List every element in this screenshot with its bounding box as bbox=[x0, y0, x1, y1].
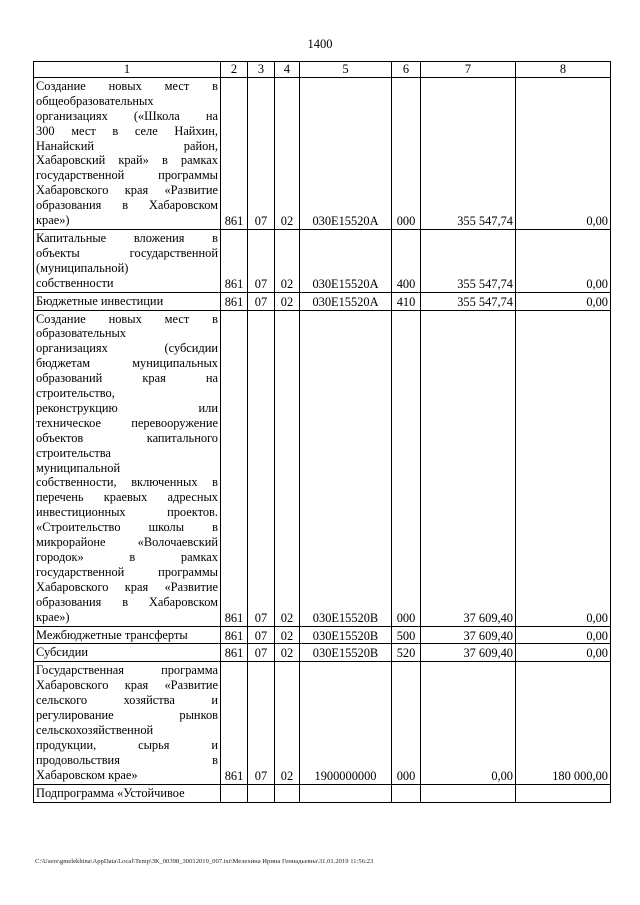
table-row bbox=[34, 784, 611, 802]
expense-type-cell: 000 bbox=[392, 310, 421, 626]
row-name-line: Субсидии bbox=[36, 645, 88, 660]
footer-file-path: C:\Users\gmelekhina\AppData\Local\Temp\ЗК_00398_30012019_007.txt\Мелехина Ирина Геннадьевна\31.01.2019 11:56:23 bbox=[35, 858, 374, 865]
section-cell: 07 bbox=[248, 229, 275, 292]
subsection-cell: 02 bbox=[275, 644, 300, 662]
page-number: 1400 bbox=[307, 37, 333, 51]
row-name-line: Хабаровского края «Развитие bbox=[36, 183, 218, 198]
section-cell: 07 bbox=[248, 77, 275, 229]
row-name-line: сельскохозяйственной bbox=[36, 722, 154, 737]
header-cell: 6 bbox=[392, 62, 421, 78]
row-name-line: муниципальной bbox=[36, 460, 121, 475]
row-name-line: (муниципальной) bbox=[36, 260, 129, 275]
row-name-line: образования в Хабаровском bbox=[36, 198, 218, 213]
row-name-line: образовательных bbox=[36, 326, 126, 341]
expense-type-cell: 000 bbox=[392, 77, 421, 229]
row-name-line: Бюджетные инвестиции bbox=[36, 293, 164, 308]
row-name-cell bbox=[34, 310, 221, 626]
table-body bbox=[34, 77, 611, 802]
target-article-cell: 030E15520В bbox=[300, 644, 392, 662]
row-name-cell bbox=[34, 292, 221, 310]
table-row bbox=[34, 626, 611, 644]
amount-2020-cell: 0,00 bbox=[516, 229, 611, 292]
subsection-cell bbox=[275, 784, 300, 802]
expense-type-cell: 520 bbox=[392, 644, 421, 662]
expense-type-cell bbox=[392, 784, 421, 802]
section-cell: 07 bbox=[248, 644, 275, 662]
subsection-cell: 02 bbox=[275, 662, 300, 784]
expense-type-cell: 400 bbox=[392, 229, 421, 292]
target-article-cell: 030E15520А bbox=[300, 77, 392, 229]
section-cell: 07 bbox=[248, 310, 275, 626]
row-name-line: объектов капитального bbox=[36, 430, 218, 445]
subsection-cell: 02 bbox=[275, 292, 300, 310]
budget-table bbox=[33, 61, 611, 803]
table-row bbox=[34, 662, 611, 784]
row-name-line: перечень краевых адресных bbox=[36, 490, 218, 505]
amount-2019-cell: 355 547,74 bbox=[421, 229, 516, 292]
header-cell: 5 bbox=[300, 62, 392, 78]
row-name-line: Нанайский район, bbox=[36, 138, 218, 153]
grbs-cell: 861 bbox=[221, 310, 248, 626]
row-name-line: Создание новых мест в bbox=[36, 311, 218, 326]
amount-2020-cell: 0,00 bbox=[516, 644, 611, 662]
expense-type-cell: 000 bbox=[392, 662, 421, 784]
amount-2020-cell: 0,00 bbox=[516, 292, 611, 310]
amount-2019-cell: 355 547,74 bbox=[421, 77, 516, 229]
subsection-cell: 02 bbox=[275, 77, 300, 229]
row-name-cell bbox=[34, 644, 221, 662]
row-name-line: Хабаровского края «Развитие bbox=[36, 579, 218, 594]
header-cell: 7 bbox=[421, 62, 516, 78]
row-name-line: техническое перевооружение bbox=[36, 415, 218, 430]
target-article-cell: 030E15520А bbox=[300, 292, 392, 310]
row-name-line: продукции, сырья и bbox=[36, 737, 218, 752]
row-name-line: собственности, включенных в bbox=[36, 475, 218, 490]
row-name-line: городок» в рамках bbox=[36, 550, 218, 564]
row-name-line: общеобразовательных bbox=[36, 93, 154, 108]
expense-type-cell: 410 bbox=[392, 292, 421, 310]
target-article-cell: 1900000000 bbox=[300, 662, 392, 784]
amount-2020-cell: 0,00 bbox=[516, 77, 611, 229]
row-name-cell bbox=[34, 662, 221, 784]
row-name-line: образований края на bbox=[36, 371, 218, 386]
table-row bbox=[34, 310, 611, 626]
row-name-line: «Строительство школы в bbox=[36, 520, 218, 535]
header-cell: 1 bbox=[34, 62, 221, 78]
row-name-line: Подпрограмма «Устойчивое bbox=[36, 785, 185, 800]
table-row bbox=[34, 229, 611, 292]
row-name-line: государственной программы bbox=[36, 168, 218, 183]
row-name-line: Хабаровском крае» bbox=[36, 767, 138, 782]
row-name-line: образования в Хабаровском bbox=[36, 594, 218, 609]
amount-2020-cell: 0,00 bbox=[516, 310, 611, 626]
row-name-line: Хабаровского края «Развитие bbox=[36, 678, 218, 693]
grbs-cell: 861 bbox=[221, 77, 248, 229]
row-name-line: организациях («Школа на bbox=[36, 108, 218, 123]
amount-2020-cell bbox=[516, 784, 611, 802]
amount-2019-cell: 355 547,74 bbox=[421, 292, 516, 310]
row-name-cell bbox=[34, 784, 221, 802]
target-article-cell: 030E15520В bbox=[300, 310, 392, 626]
amount-2019-cell: 37 609,40 bbox=[421, 310, 516, 626]
row-name-line: Хабаровский край» в рамках bbox=[36, 153, 218, 168]
subsection-cell: 02 bbox=[275, 626, 300, 644]
grbs-cell bbox=[221, 784, 248, 802]
row-name-cell bbox=[34, 626, 221, 644]
row-name-line: бюджетам муниципальных bbox=[36, 356, 218, 371]
header-cell: 3 bbox=[248, 62, 275, 78]
row-name-line: Капитальные вложения в bbox=[36, 230, 218, 245]
subsection-cell: 02 bbox=[275, 229, 300, 292]
amount-2020-cell: 0,00 bbox=[516, 626, 611, 644]
section-cell: 07 bbox=[248, 292, 275, 310]
grbs-cell: 861 bbox=[221, 292, 248, 310]
row-name-line: крае») bbox=[36, 609, 70, 624]
row-name-line: сельского хозяйства и bbox=[36, 693, 218, 708]
target-article-cell: 030E15520А bbox=[300, 229, 392, 292]
amount-2019-cell: 0,00 bbox=[421, 662, 516, 784]
row-name-line: Создание новых мест в bbox=[36, 78, 218, 93]
row-name-line: микрорайоне «Волочаевский bbox=[36, 535, 218, 550]
header-cell: 4 bbox=[275, 62, 300, 78]
target-article-cell: 030E15520В bbox=[300, 626, 392, 644]
section-cell: 07 bbox=[248, 662, 275, 784]
row-name-line: Государственная программа bbox=[36, 663, 218, 678]
table-row bbox=[34, 644, 611, 662]
row-name-line: объекты государственной bbox=[36, 245, 218, 260]
amount-2019-cell: 37 609,40 bbox=[421, 644, 516, 662]
row-name-line: крае») bbox=[36, 213, 70, 228]
section-cell: 07 bbox=[248, 626, 275, 644]
section-cell bbox=[248, 784, 275, 802]
row-name-line: Межбюджетные трансферты bbox=[36, 627, 188, 642]
row-name-line: реконструкцию или bbox=[36, 400, 218, 415]
row-name-line: регулирование рынков bbox=[36, 708, 218, 723]
row-name-line: собственности bbox=[36, 275, 114, 290]
row-name-cell bbox=[34, 77, 221, 229]
row-name-line: 300 мест в селе Найхин, bbox=[36, 123, 218, 138]
table-row bbox=[34, 77, 611, 229]
grbs-cell: 861 bbox=[221, 662, 248, 784]
row-name-line: строительство, bbox=[36, 386, 115, 401]
row-name-cell bbox=[34, 229, 221, 292]
subsection-cell: 02 bbox=[275, 310, 300, 626]
table-row bbox=[34, 292, 611, 310]
row-name-line: инвестиционных проектов. bbox=[36, 505, 218, 520]
amount-2020-cell: 180 000,00 bbox=[516, 662, 611, 784]
table-header-row bbox=[34, 62, 611, 78]
grbs-cell: 861 bbox=[221, 229, 248, 292]
header-cell: 2 bbox=[221, 62, 248, 78]
grbs-cell: 861 bbox=[221, 626, 248, 644]
row-name-line: организациях (субсидии bbox=[36, 341, 218, 356]
row-name-line: продовольствия в bbox=[36, 752, 218, 767]
target-article-cell bbox=[300, 784, 392, 802]
amount-2019-cell bbox=[421, 784, 516, 802]
amount-2019-cell: 37 609,40 bbox=[421, 626, 516, 644]
row-name-line: государственной программы bbox=[36, 564, 218, 579]
row-name-line: строительства bbox=[36, 445, 111, 460]
grbs-cell: 861 bbox=[221, 644, 248, 662]
header-cell: 8 bbox=[516, 62, 611, 78]
expense-type-cell: 500 bbox=[392, 626, 421, 644]
